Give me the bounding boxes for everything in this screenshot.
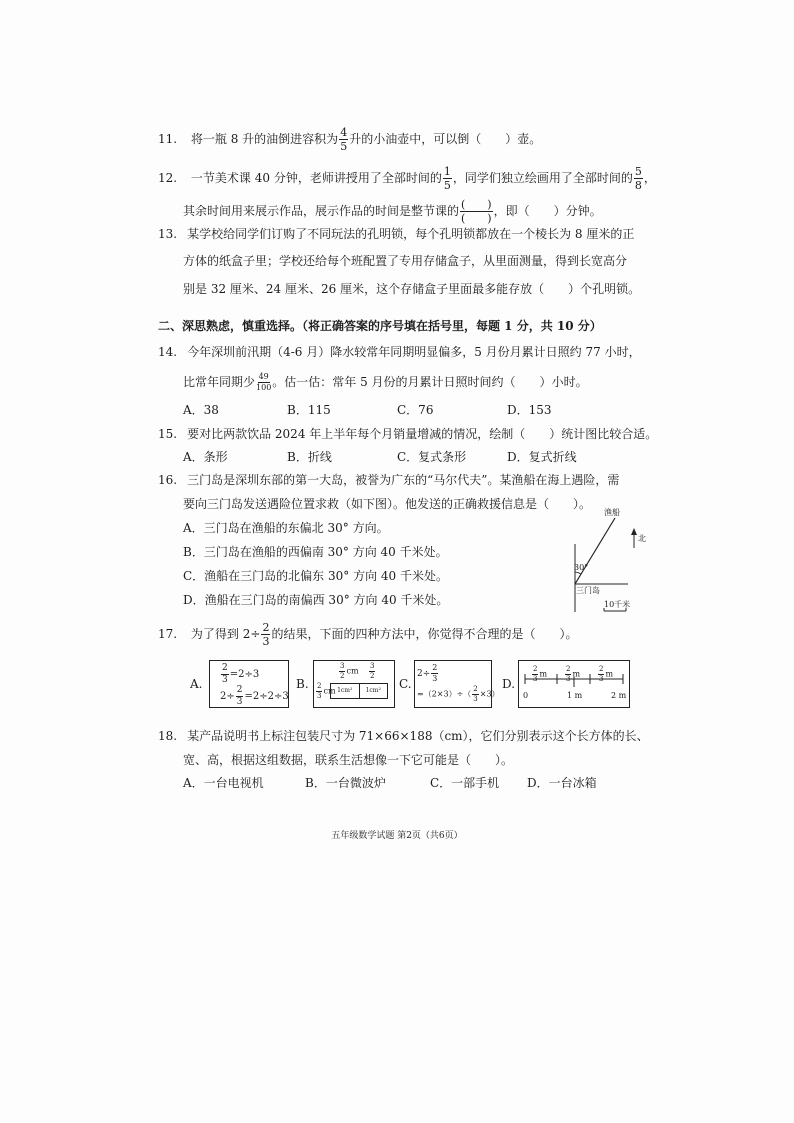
question-12-line-2: 其余时间用来展示作品，展示作品的时间是整节课的 $\frac{( )}{( )}$ ，即（ ）分钟。 (183, 198, 602, 225)
question-11: 11. 将一瓶 8 升的油倒进容积为 $\frac{4}{5}$ 升的小油壶中，可以倒（ ）壶。 (158, 126, 542, 153)
option-d[interactable]: D．一台冰箱 (527, 776, 597, 790)
fraction: $\frac{5}{8}$ (634, 165, 642, 192)
option-b[interactable]: B．三门岛在渔船的西偏南 30° 方向 40 千米处。 (183, 545, 448, 559)
option-d-label[interactable]: D. (502, 677, 516, 691)
option-a[interactable]: A．一台电视机 (183, 776, 264, 790)
question-15: 15. 要对比两款饮品 2024 年上半年每个月销量增减的情况，绘制（ ）统计图比较合适。 (158, 427, 658, 441)
scale-label: 10千米 (604, 600, 631, 609)
question-13-line-2: 方体的纸盒子里；学校还给每个班配置了专用存储盒子，从里面测量，得到长宽高分 (183, 254, 628, 268)
question-number: 11. (158, 132, 178, 146)
question-16-line-2: 要向三门岛发送遇险位置求救（如下图）。他发送的正确救援信息是（ ）。 (183, 497, 592, 511)
question-17: 17. 为了得到 2÷ $\frac{2}{3}$ 的结果，下面的四种方法中，你觉得不合理的是（ ）。 (158, 621, 578, 648)
question-12-line-1: 12. 一节美术课 40 分钟，老师讲授用了全部时间的 $\frac{1}{5}$ ，同学们独立绘画用了全部时间的 $\frac{5}{8}$ ， (158, 165, 656, 192)
option-b[interactable]: B．115 (287, 403, 331, 417)
page-footer: 五年级数学试题 第2页（共6页） (331, 831, 463, 841)
option-c-box[interactable]: 2÷ $\frac{2}{3}$ =（2×3）÷（ $\frac{2}{3}$ ×3） (414, 660, 492, 708)
question-number: 15. (158, 427, 178, 441)
option-b[interactable]: B．一台微波炉 (305, 776, 386, 790)
area-grid: 1cm² 1cm² (330, 683, 388, 699)
question-16-line-1: 16. 三门岛是深圳东部的第一大岛，被誉为广东的“马尔代夫”。某渔船在海上遇险，需 (158, 473, 620, 487)
question-number: 18. (158, 729, 178, 743)
option-d[interactable]: D．153 (507, 403, 552, 417)
option-a-box[interactable]: $\frac{2}{3}$ =2÷3 2÷ $\frac{2}{3}$ =2÷2÷3 (209, 660, 289, 708)
question-13-line-1: 13. 某学校给同学们订购了不同玩法的孔明锁，每个孔明锁都放在一个棱长为 8 厘米的正 (158, 227, 635, 241)
boat-label: 渔船 (604, 508, 620, 517)
answer-blank-fraction[interactable]: $\frac{( )}{( )}$ (461, 198, 492, 225)
option-b-label[interactable]: B. (296, 677, 309, 691)
question-number: 12. (158, 171, 178, 185)
question-14-line-1: 14. 今年深圳前汛期（4-6 月）降水较常年同期明显偏多，5 月份月累计日照约 77 小时， (158, 345, 641, 359)
direction-map (560, 506, 650, 618)
option-c[interactable]: C．渔船在三门岛的北偏东 30° 方向 40 千米处。 (183, 569, 448, 583)
island-label: 三门岛 (576, 586, 600, 595)
option-b-box[interactable]: $\frac{3}{2}$ cm $\frac{3}{2}$ $\frac{2}{3}$ cm 1cm² 1cm² (313, 660, 395, 708)
question-14-line-2: 比常年同期少 $\frac{49}{100}$ 。估一估：常年 5 月份的月累计日照时间约（ ）小时。 (183, 372, 588, 392)
option-a[interactable]: A．38 (183, 403, 219, 417)
option-a-label[interactable]: A. (190, 677, 203, 691)
question-18-line-1: 18. 某产品说明书上标注包装尺寸为 71×66×188（cm），它们分别表示这个长方体的长、 (158, 729, 649, 743)
option-c[interactable]: C．复式条形 (397, 450, 467, 464)
option-a[interactable]: A．条形 (183, 450, 228, 464)
question-13-line-3: 别是 32 厘米、24 厘米、26 厘米，这个存储盒子里面最多能存放（ ）个孔明锁。 (183, 282, 641, 296)
option-d-box[interactable]: $\frac{2}{3}$ m $\frac{2}{3}$ m $\frac{2}{3}$ m 0 1 m 2 m (518, 660, 630, 708)
option-b[interactable]: B．折线 (287, 450, 332, 464)
fraction: $\frac{49}{100}$ (256, 372, 272, 392)
question-number: 13. (158, 227, 178, 241)
option-c[interactable]: C．76 (397, 403, 434, 417)
question-18-line-2: 宽、高，根据这组数据，联系生活想像一下它可能是（ ）。 (183, 753, 514, 767)
section-heading: 二、深思熟虑，慎重选择。（将正确答案的序号填在括号里，每题 1 分，共 10 分） (158, 319, 602, 333)
north-label: 北 (638, 534, 646, 543)
option-d[interactable]: D．复式折线 (507, 450, 577, 464)
option-c-label[interactable]: C. (399, 677, 412, 691)
fraction: $\frac{4}{5}$ (340, 126, 348, 153)
option-a[interactable]: A．三门岛在渔船的东偏北 30° 方向。 (183, 521, 389, 535)
option-c[interactable]: C．一部手机 (430, 776, 500, 790)
question-number: 14. (158, 345, 178, 359)
angle-label: 30° (574, 563, 589, 572)
fraction: $\frac{1}{5}$ (443, 165, 451, 192)
option-d[interactable]: D．渔船在三门岛的南偏西 30° 方向 40 千米处。 (183, 593, 449, 607)
question-number: 17. (158, 627, 178, 641)
fraction: $\frac{2}{3}$ (262, 621, 270, 648)
question-number: 16. (158, 473, 178, 487)
